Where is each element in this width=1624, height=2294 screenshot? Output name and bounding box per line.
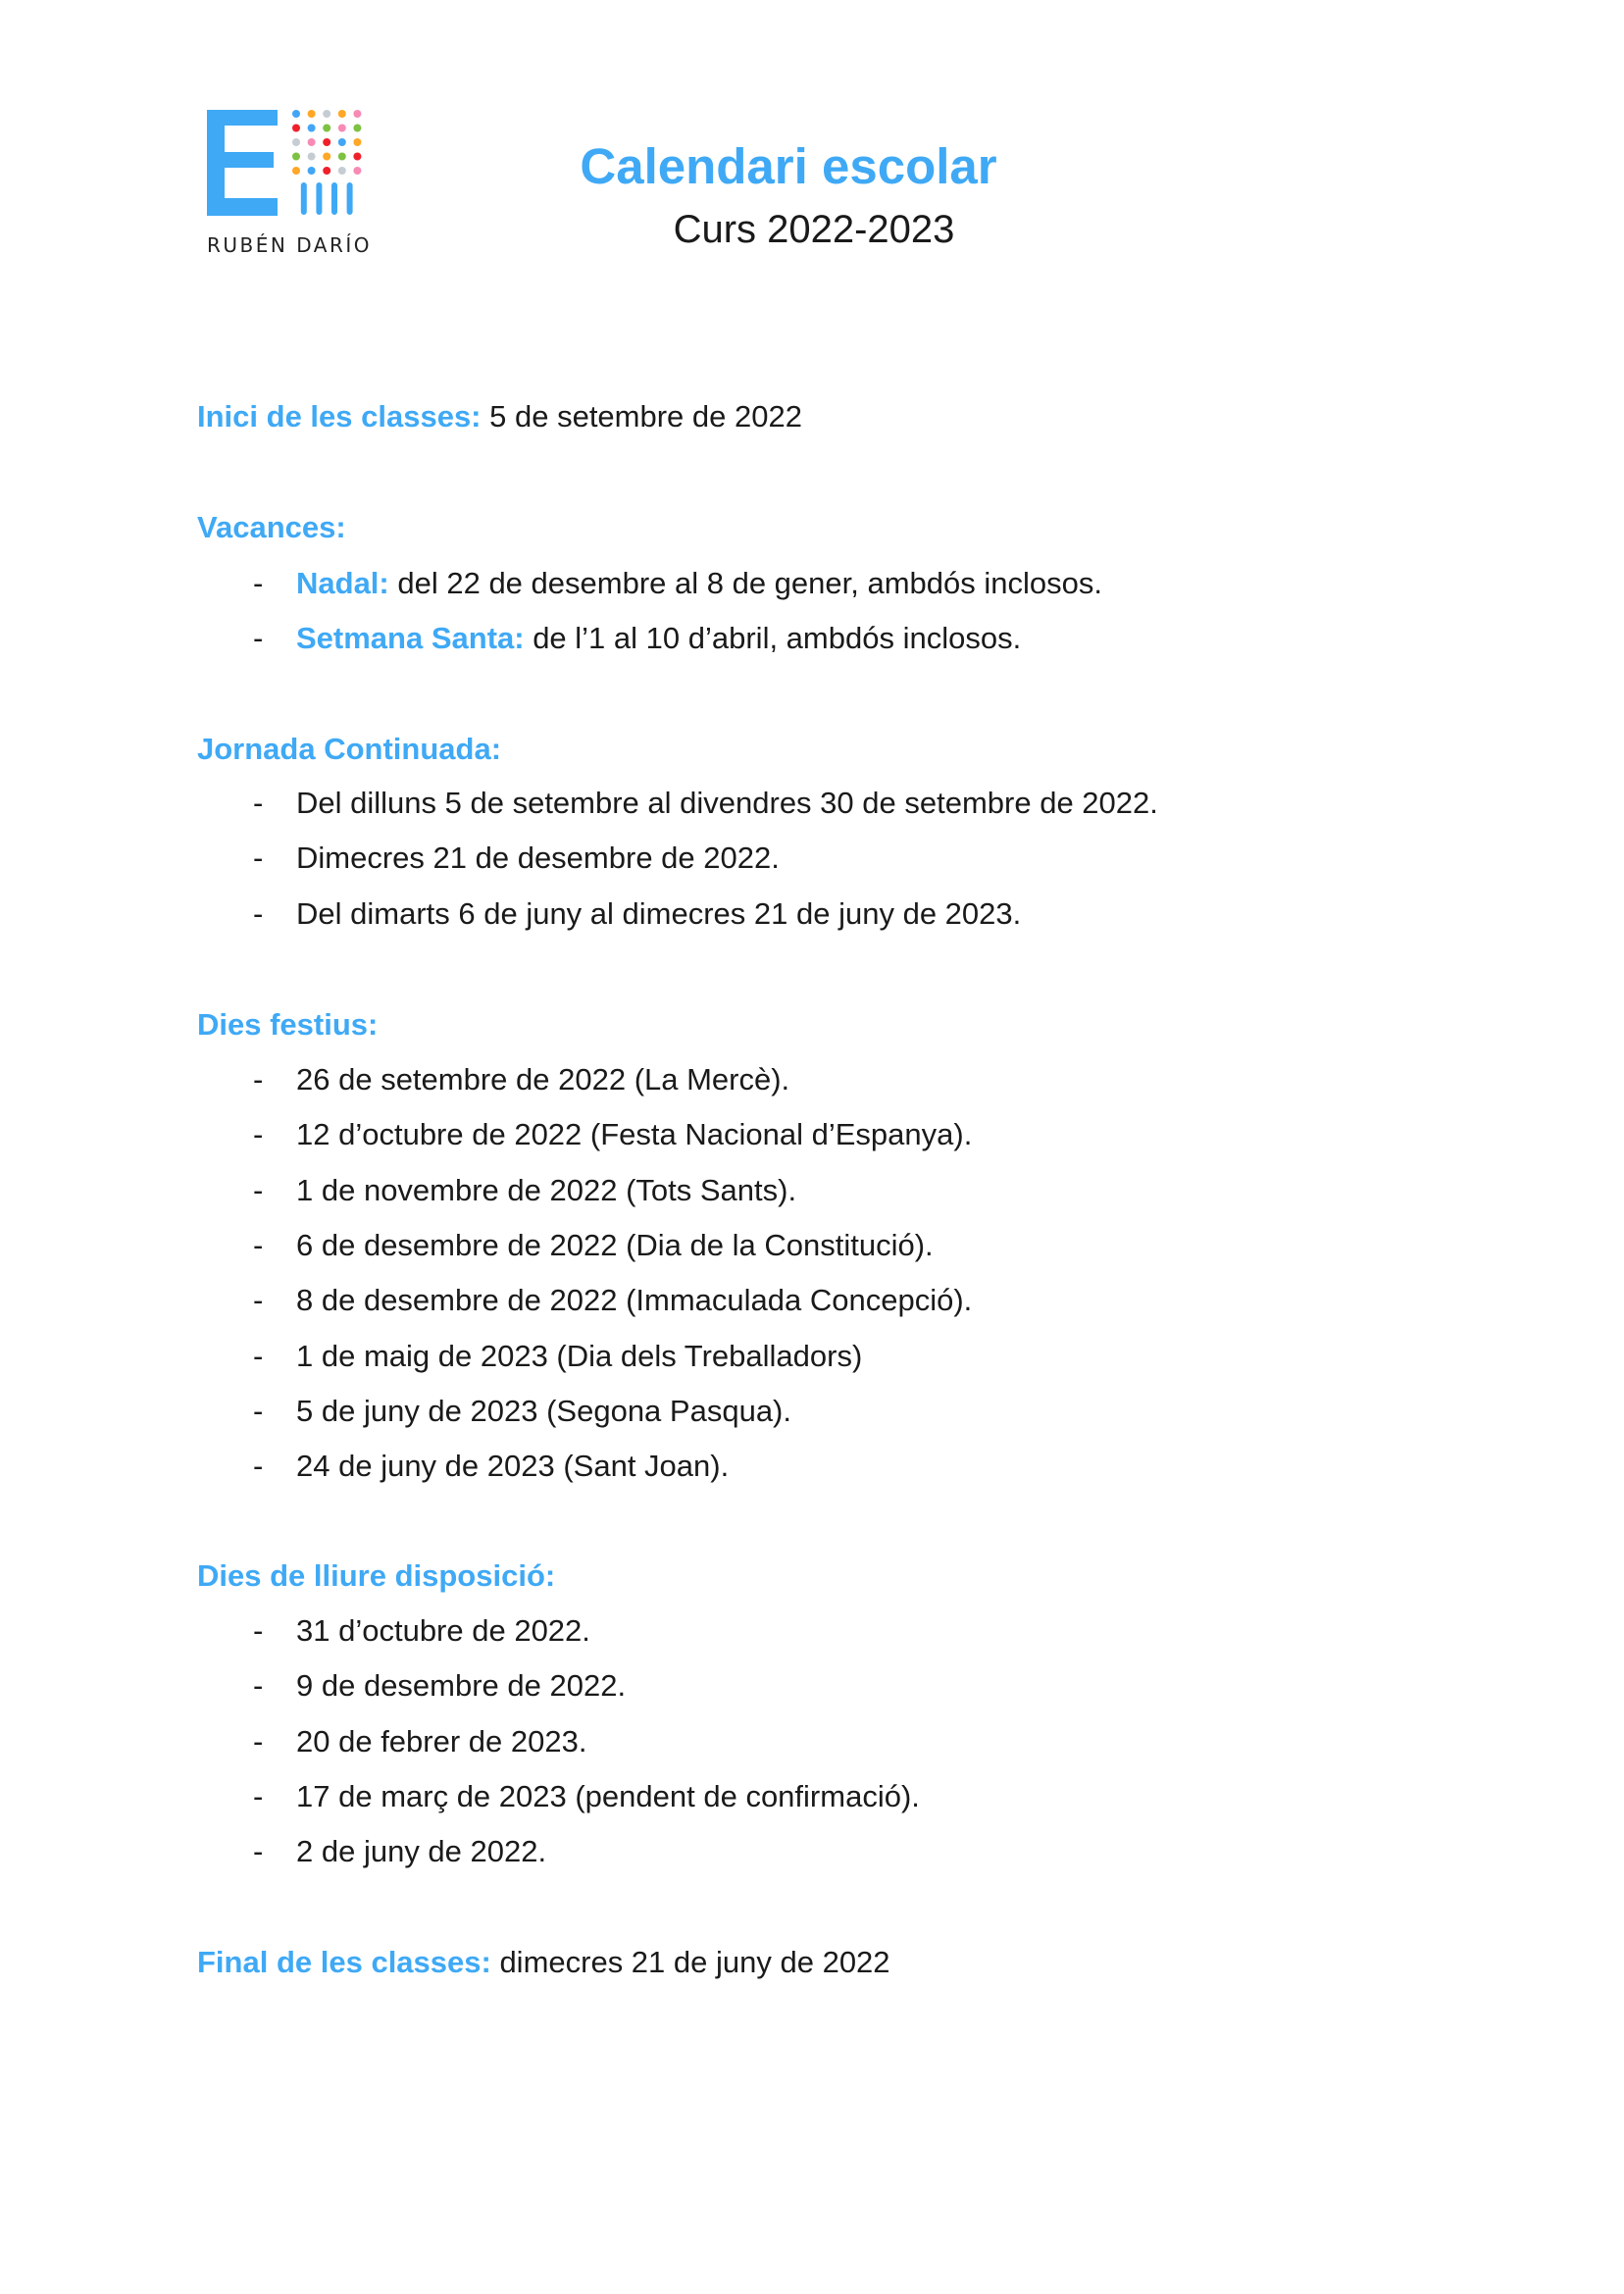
- list-item-text: Dimecres 21 de desembre de 2022.: [296, 841, 780, 876]
- logo-dot: [353, 110, 361, 118]
- logo-dot: [323, 125, 330, 132]
- logo-dot: [308, 125, 316, 132]
- inici-line: [197, 397, 802, 436]
- list-item-text: 31 d’octubre de 2022.: [296, 1613, 590, 1648]
- list-item: - Del dilluns 5 de setembre al divendres 30 de setembre de 2022.: [253, 786, 1158, 820]
- list-item: - Setmana Santa: de l’1 al 10 d’abril, ambdós inclosos.: [253, 621, 1022, 655]
- inici-value: 5 de setembre de 2022: [481, 399, 802, 433]
- list-item-text: 17 de març de 2023 (pendent de confirmació).: [296, 1778, 920, 1813]
- list-item: - Nadal: del 22 de desembre al 8 de gener, ambdós inclosos.: [253, 566, 1102, 600]
- list-item-text: 8 de desembre de 2022 (Immaculada Concepció).: [296, 1283, 973, 1318]
- list-item: - 8 de desembre de 2022 (Immaculada Concepció).: [253, 1283, 973, 1318]
- list-item-text: 6 de desembre de 2022 (Dia de la Constitució).: [296, 1227, 934, 1262]
- logo-dot: [308, 110, 316, 118]
- logo-dot: [338, 110, 346, 118]
- inici-label: Inici de les classes:: [197, 399, 482, 433]
- list-item-text: 26 de setembre de 2022 (La Mercè).: [296, 1062, 790, 1096]
- logo-dot: [323, 110, 330, 118]
- list-item-text: 24 de juny de 2023 (Sant Joan).: [296, 1449, 730, 1484]
- list-item: - 17 de març de 2023 (pendent de confirmació).: [253, 1778, 920, 1813]
- logo-dot: [292, 125, 300, 132]
- list-item: - 26 de setembre de 2022 (La Mercè).: [253, 1062, 790, 1096]
- festius-heading: Dies festius:: [197, 1007, 379, 1042]
- list-item-text: 2 de juny de 2022.: [296, 1834, 547, 1869]
- logo-dot: [353, 125, 361, 132]
- list-item: - 1 de novembre de 2022 (Tots Sants).: [253, 1172, 797, 1207]
- list-item: - 31 d’octubre de 2022.: [253, 1613, 590, 1648]
- list-item-text: 1 de maig de 2023 (Dia dels Treballadors): [296, 1338, 863, 1373]
- logo-dot: [292, 110, 300, 118]
- list-item: - 5 de juny de 2023 (Segona Pasqua).: [253, 1393, 791, 1428]
- lliure-heading: Dies de lliure disposició:: [197, 1558, 556, 1593]
- list-item-text: 12 d’octubre de 2022 (Festa Nacional d’Espanya).: [296, 1117, 973, 1152]
- page-subtitle: Curs 2022-2023: [673, 208, 955, 251]
- final-label: Final de les classes:: [197, 1945, 491, 1979]
- list-item: - 6 de desembre de 2022 (Dia de la Constitució).: [253, 1227, 934, 1262]
- final-line: [197, 1943, 890, 1982]
- list-item: - 24 de juny de 2023 (Sant Joan).: [253, 1449, 730, 1484]
- list-item-text: 5 de juny de 2023 (Segona Pasqua).: [296, 1393, 791, 1428]
- jornada-heading: Jornada Continuada:: [197, 732, 502, 766]
- list-item-text: 20 de febrer de 2023.: [296, 1723, 587, 1759]
- list-item: - 20 de febrer de 2023.: [253, 1723, 587, 1759]
- list-item-text: 1 de novembre de 2022 (Tots Sants).: [296, 1172, 797, 1207]
- logo-text: RUBÉN DARÍO: [207, 233, 372, 257]
- final-value: dimecres 21 de juny de 2022: [490, 1945, 890, 1979]
- list-item: - 12 d’octubre de 2022 (Festa Nacional d’Espanya).: [253, 1117, 973, 1152]
- list-item: - 2 de juny de 2022.: [253, 1834, 547, 1869]
- vacances-heading: Vacances:: [197, 510, 346, 544]
- list-item: - Del dimarts 6 de juny al dimecres 21 de juny de 2023.: [253, 895, 1022, 931]
- logo-dot: [338, 125, 346, 132]
- list-item-text: Del dilluns 5 de setembre al divendres 30 de setembre de 2022.: [296, 786, 1158, 820]
- list-item-text: Del dimarts 6 de juny al dimecres 21 de juny de 2023.: [296, 895, 1022, 931]
- list-item: - Dimecres 21 de desembre de 2022.: [253, 841, 780, 876]
- list-item: - 1 de maig de 2023 (Dia dels Treballadors): [253, 1338, 863, 1373]
- list-item: - 9 de desembre de 2022.: [253, 1668, 627, 1704]
- page-title: Calendari escolar: [580, 138, 997, 194]
- list-item-text: 9 de desembre de 2022.: [296, 1668, 627, 1704]
